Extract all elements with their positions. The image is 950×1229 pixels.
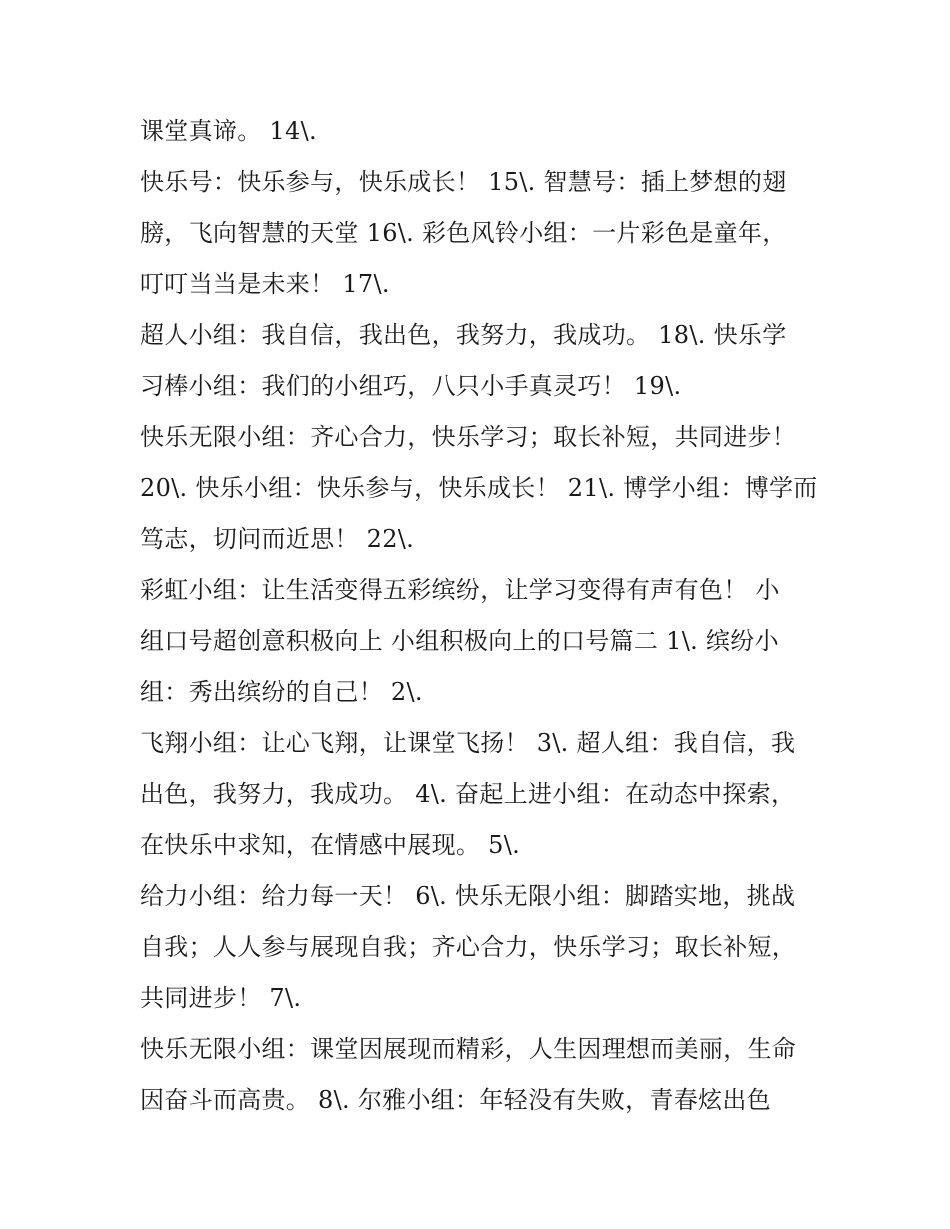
text-line: 自我；人人参与展现自我；齐心合力，快乐学习；取长补短， [140, 933, 797, 961]
body-text [140, 106, 820, 1126]
text-line: 组口号超创意积极向上 小组积极向上的口号篇二 1\. 缤纷小 [140, 627, 779, 655]
text-line: 共同进步！ 7\. [140, 984, 302, 1012]
text-line: 彩虹小组：让生活变得五彩缤纷，让学习变得有声有色！ 小 [140, 576, 780, 604]
text-line: 在快乐中求知，在情感中展现。 5\. [140, 831, 521, 859]
text-line: 飞翔小组：让心飞翔，让课堂飞扬！ 3\. 超人组：我自信，我 [140, 729, 796, 757]
text-line: 课堂真谛。 14\. [140, 117, 317, 145]
text-line: 膀，飞向智慧的天堂 16\. 彩色风铃小组：一片彩色是童年， [140, 219, 787, 247]
text-line: 组：秀出缤纷的自己！ 2\. [140, 678, 423, 706]
text-line: 快乐号：快乐参与，快乐成长！ 15\. 智慧号：插上梦想的翅 [140, 168, 787, 196]
text-line: 快乐无限小组：课堂因展现而精彩，人生因理想而美丽，生命 [140, 1035, 797, 1063]
text-line: 出色，我努力，我成功。 4\. 奋起上进小组：在动态中探索， [140, 780, 796, 808]
text-line: 习棒小组：我们的小组巧，八只小手真灵巧！ 19\. [140, 372, 682, 400]
text-line: 因奋斗而高贵。 8\. 尔雅小组：年轻没有失败，青春炫出色 [140, 1086, 771, 1114]
text-line: 给力小组：给力每一天！ 6\. 快乐无限小组：脚踏实地，挑战 [140, 882, 796, 910]
text-line: 快乐无限小组：齐心合力，快乐学习；取长补短，共同进步！ [140, 423, 797, 451]
text-line: 笃志，切问而近思！ 22\. [140, 525, 415, 553]
text-line: 叮叮当当是未来！ 17\. [140, 270, 390, 298]
text-line: 20\. 快乐小组：快乐参与，快乐成长！ 21\. 博学小组：博学而 [140, 474, 818, 502]
text-line: 超人小组：我自信，我出色，我努力，我成功。 18\. 快乐学 [140, 321, 787, 349]
